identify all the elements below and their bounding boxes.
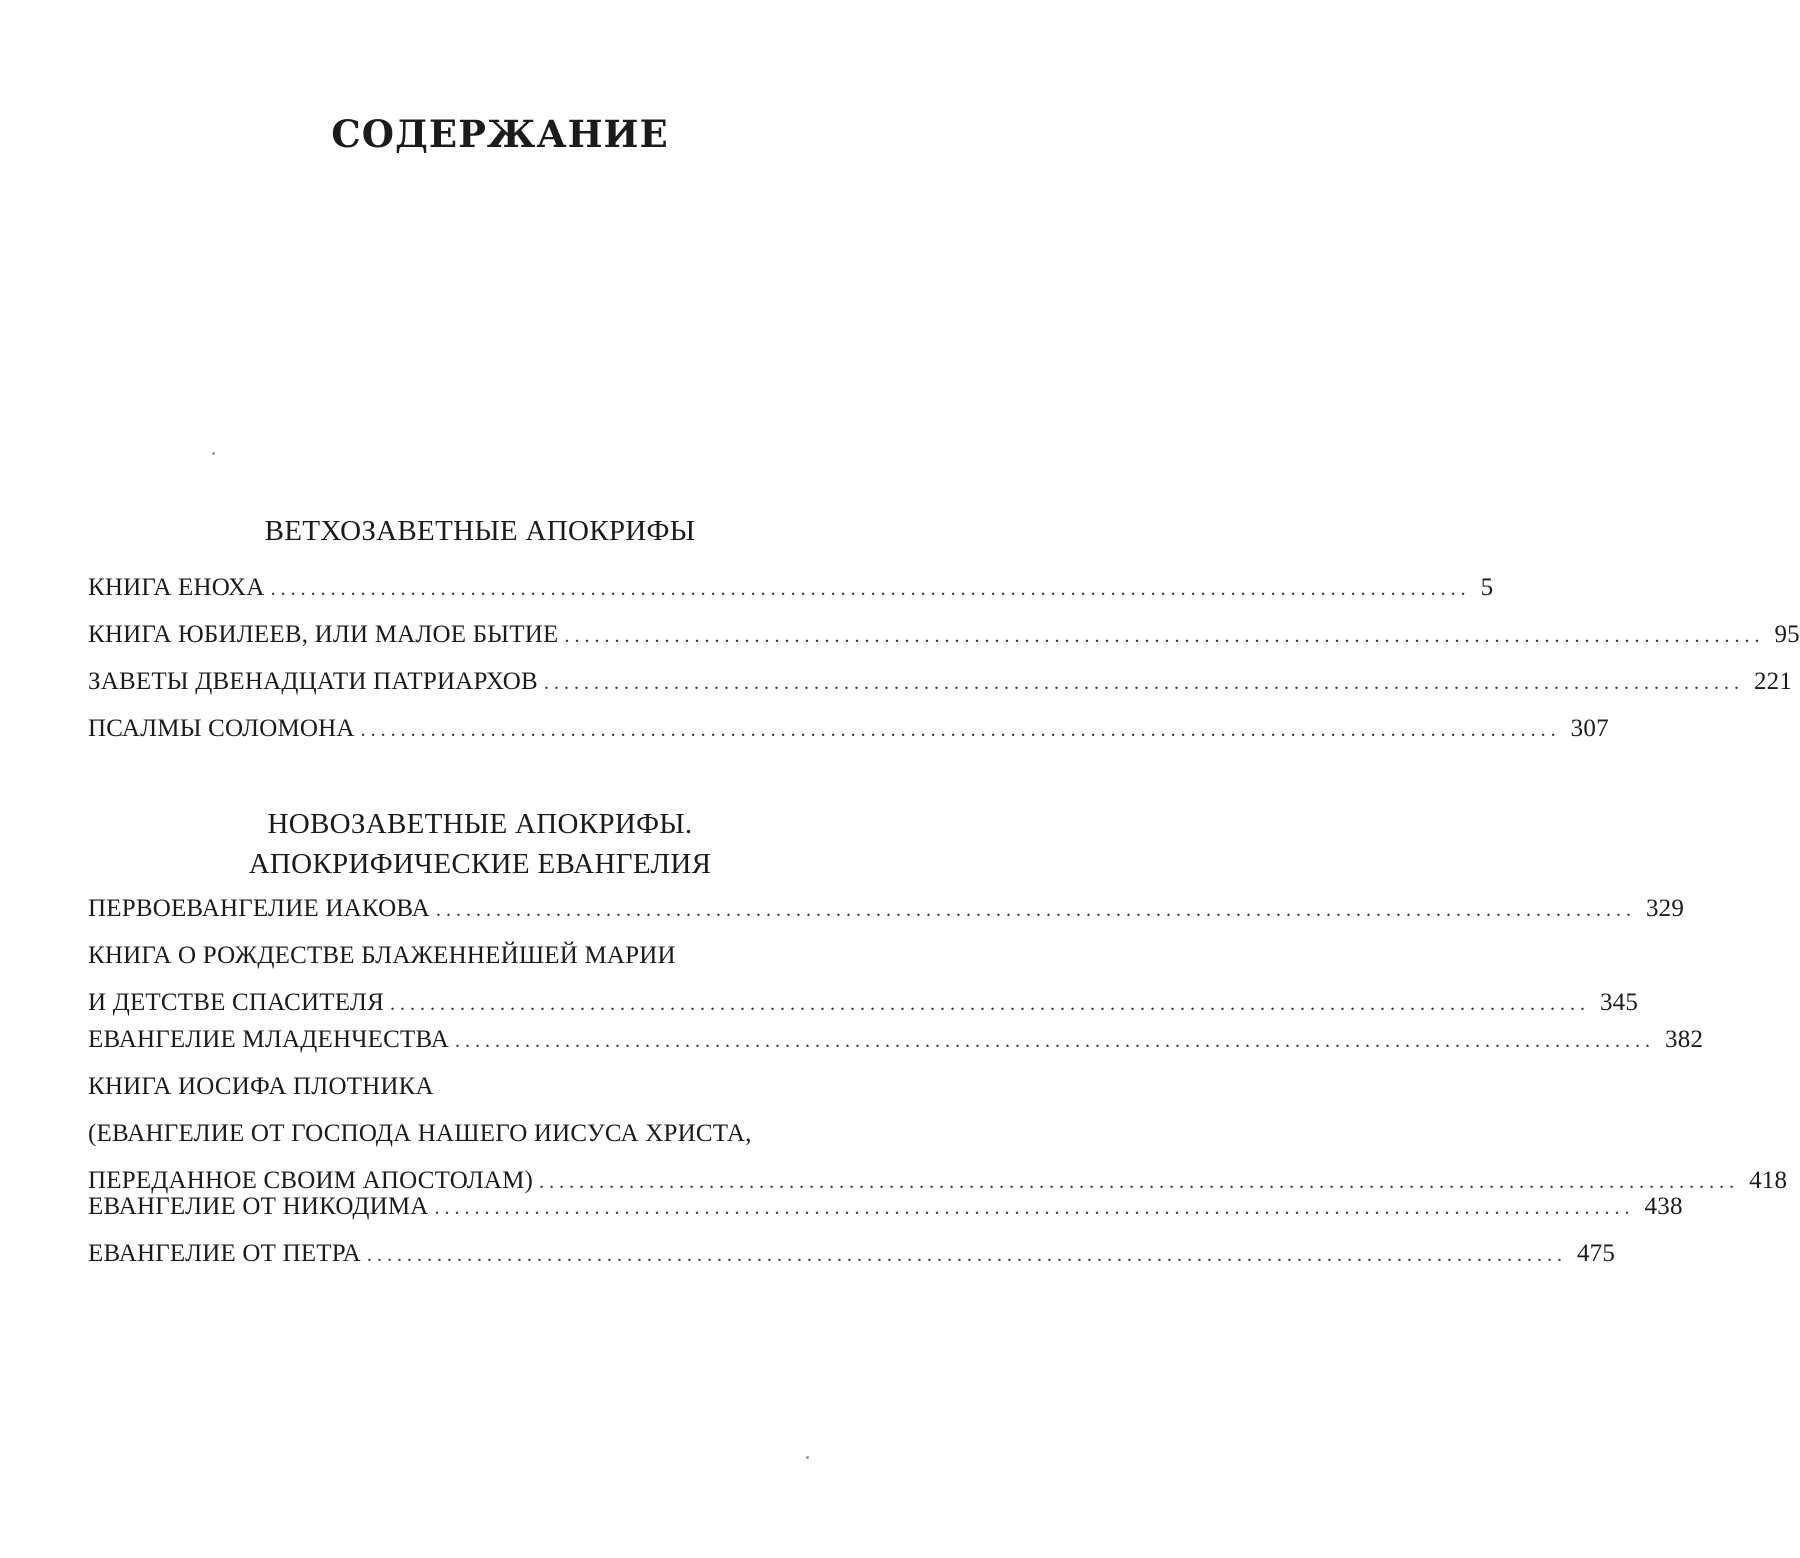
toc-entry[interactable] — [88, 564, 1494, 613]
dot-leader: ........................................................................................................................ — [543, 672, 1744, 694]
toc-entry-title: ЕВАНГЕЛИЕ ОТ НИКОДИМА — [88, 1193, 429, 1220]
toc-entry-title: И ДЕТСТВЕ СПАСИТЕЛЯ — [88, 989, 384, 1016]
toc-entry[interactable] — [88, 885, 1685, 934]
dot-leader: ........................................................................................................................ — [360, 719, 1561, 741]
toc-page-number: 345 — [1599, 989, 1639, 1016]
toc-entry-title: ПЕРЕДАННОЕ СВОИМ АПОСТОЛАМ) — [88, 1167, 534, 1194]
section-heading-line: НОВОЗАВЕТНЫЕ АПОКРИФЫ. — [267, 808, 693, 840]
toc-entry-title-line: КНИГА О РОЖДЕСТВЕ БЛАЖЕННЕЙШЕЙ МАРИИ — [88, 942, 676, 969]
toc-page-number: 329 — [1645, 895, 1685, 922]
section-heading-line: АПОКРИФИЧЕСКИЕ ЕВАНГЕЛИЯ — [248, 848, 712, 880]
toc-entry-title: КНИГА ЕНОХА — [88, 574, 265, 601]
toc-page-number: 438 — [1644, 1193, 1683, 1220]
toc-page-number: 418 — [1749, 1167, 1788, 1194]
toc-page-number: 95 — [1774, 621, 1800, 648]
section-heading-old-testament — [0, 511, 960, 551]
dot-leader: ........................................................................................................................ — [366, 1244, 1567, 1266]
toc-entry-title: ЗАВЕТЫ ДВЕНАДЦАТИ ПАТРИАРХОВ — [88, 668, 538, 695]
toc-entry-title-line: (ЕВАНГЕЛИЕ ОТ ГОСПОДА НАШЕГО ИИСУСА ХРИСТА, — [88, 1120, 752, 1147]
toc-entry-title: ПЕРВОЕВАНГЕЛИЕ ИАКОВА — [88, 895, 430, 922]
toc-entry[interactable] — [88, 932, 1639, 1028]
section-heading-line: ВЕТХОЗАВЕТНЫЕ АПОКРИФЫ — [264, 515, 696, 547]
toc-entry[interactable] — [88, 1230, 1616, 1279]
toc-page-number: 307 — [1570, 715, 1609, 742]
toc-entry-title: ПСАЛМЫ СОЛОМОНА — [88, 715, 355, 742]
toc-page-number: 475 — [1576, 1240, 1616, 1267]
dot-leader: ........................................................................................................................ — [455, 1030, 1656, 1052]
paper-speck — [212, 452, 215, 455]
toc-entry-title-line: КНИГА ИОСИФА ПЛОТНИКА — [88, 1073, 434, 1100]
paper-speck — [806, 1456, 809, 1459]
toc-entry[interactable] — [88, 1016, 1704, 1065]
toc-entry-title: КНИГА ЮБИЛЕЕВ, ИЛИ МАЛОЕ БЫТИЕ — [88, 621, 559, 648]
toc-entry[interactable] — [88, 705, 1609, 754]
dot-leader: ........................................................................................................................ — [389, 993, 1590, 1015]
toc-entry[interactable] — [88, 1183, 1683, 1232]
toc-page-number: 5 — [1480, 574, 1494, 601]
dot-leader: ........................................................................................................................ — [564, 625, 1765, 647]
page-title: СОДЕРЖАНИЕ — [331, 112, 669, 156]
dot-leader: ........................................................................................................................ — [434, 1197, 1635, 1219]
toc-entry[interactable] — [88, 658, 1793, 707]
dot-leader: ........................................................................................................................ — [539, 1171, 1740, 1193]
dot-leader: ........................................................................................................................ — [435, 899, 1636, 921]
dot-leader: ........................................................................................................................ — [270, 578, 1471, 600]
toc-page-number: 382 — [1665, 1026, 1704, 1053]
section-heading-new-testament — [0, 804, 960, 884]
toc-entry-title: ЕВАНГЕЛИЕ МЛАДЕНЧЕСТВА — [88, 1026, 450, 1053]
toc-entry[interactable] — [88, 611, 1800, 660]
toc-entry-title: ЕВАНГЕЛИЕ ОТ ПЕТРА — [88, 1240, 361, 1267]
toc-page-number: 221 — [1753, 668, 1793, 695]
